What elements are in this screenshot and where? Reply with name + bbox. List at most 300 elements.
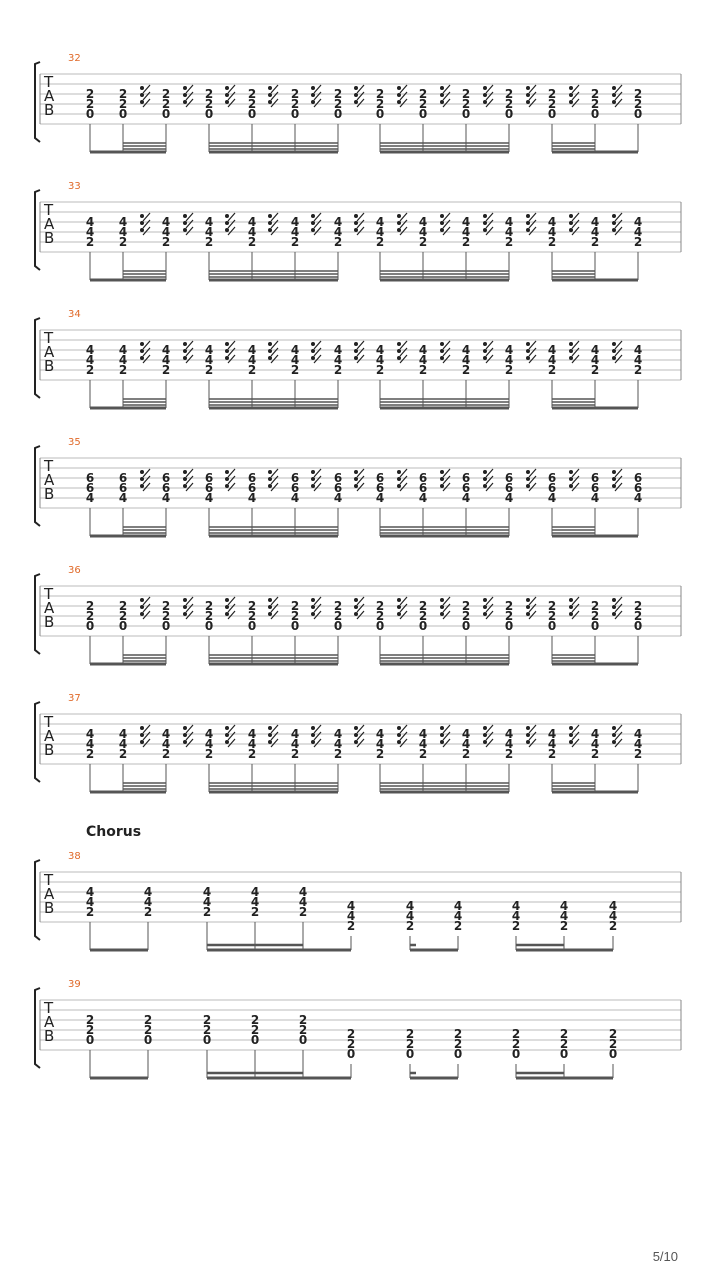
rest-stroke [443,476,450,484]
tab-system [35,53,681,152]
rest-stroke [314,732,321,740]
rest-stroke [271,85,278,93]
fret-number: 2 [511,1037,521,1051]
rest-dot [183,214,187,218]
rest-stroke [143,85,150,93]
rest-stroke [143,725,150,733]
rest-dot [225,612,229,616]
fret-number: 4 [375,225,385,239]
rest-stroke [357,341,364,349]
fret-number: 2 [461,747,471,761]
rest-stroke [529,732,536,740]
tab-clef-letter: T [44,713,54,731]
fret-number: 2 [608,1027,618,1041]
rest-dot [440,356,444,360]
fret-number: 4 [590,343,600,357]
rest-dot [268,100,272,104]
rest-dot [354,86,358,90]
rest-dot [140,342,144,346]
rest-stroke [357,227,364,235]
fret-number: 2 [453,1037,463,1051]
rest-stroke [228,476,235,484]
rest-dot [140,86,144,90]
fret-number: 2 [298,905,308,919]
fret-number: 4 [453,909,463,923]
rest-dot [354,342,358,346]
fret-number: 4 [418,353,428,367]
chord [347,899,355,950]
rest-dot [397,605,401,609]
chord [86,87,94,152]
tab-clef-letter: T [44,999,54,1017]
tab-clef [43,329,55,375]
rest-stroke [572,597,579,605]
rest-dot [354,612,358,616]
rest-stroke [615,739,622,747]
rest-stroke [400,739,407,747]
rest-dot [569,726,573,730]
rest-dot [569,93,573,97]
fret-number: 2 [118,97,128,111]
rest-dot [183,733,187,737]
rest-dot [183,598,187,602]
chord [406,1027,414,1078]
fret-number: 2 [204,363,214,377]
rest-stroke [486,739,493,747]
rest-dot [311,356,315,360]
tab-clef-letter: A [44,727,55,745]
fret-number: 2 [559,919,569,933]
rest-dot [526,733,530,737]
rest-stroke [314,99,321,107]
rest-dot [354,221,358,225]
rest-dot [311,726,315,730]
fret-number: 2 [633,609,643,623]
rest-stroke [400,597,407,605]
fret-number: 4 [547,353,557,367]
rest-stroke [186,99,193,107]
fret-number: 4 [633,491,643,505]
rest-stroke [486,99,493,107]
rest-dot [483,726,487,730]
fret-number: 4 [333,737,343,751]
rest-dot [311,228,315,232]
fret-number: 0 [418,107,428,121]
rest-stroke [186,227,193,235]
fret-number: 4 [590,353,600,367]
rest-dot [612,605,616,609]
rest-dot [183,726,187,730]
rest-stroke [529,604,536,612]
fret-number: 0 [504,619,514,633]
rest-dot [483,740,487,744]
fret-number: 2 [375,87,385,101]
fret-number: 2 [590,599,600,613]
rest-stroke [572,476,579,484]
rest-stroke [228,92,235,100]
rest-dot [569,740,573,744]
fret-number: 4 [511,909,521,923]
rest-stroke [572,483,579,491]
rest-dot [183,93,187,97]
fret-number: 2 [405,1027,415,1041]
fret-number: 4 [250,885,260,899]
rest-dot [354,100,358,104]
rest-stroke [400,213,407,221]
fret-number: 0 [202,1033,212,1047]
fret-number: 2 [250,1013,260,1027]
fret-number: 2 [202,1023,212,1037]
rest-dot [183,470,187,474]
rest-dot [440,342,444,346]
fret-number: 0 [511,1047,521,1061]
rest-dot [354,726,358,730]
fret-number: 4 [85,215,95,229]
rest-dot [268,214,272,218]
fret-number: 2 [298,1013,308,1027]
rest-stroke [529,739,536,747]
rest-dot [268,228,272,232]
rest-stroke [314,739,321,747]
fret-number: 2 [333,97,343,111]
rest-dot [140,605,144,609]
fret-number: 0 [118,619,128,633]
fret-number: 0 [290,107,300,121]
fret-number: 4 [608,899,618,913]
fret-number: 4 [161,343,171,357]
fret-number: 2 [547,97,557,111]
rest-stroke [143,476,150,484]
fret-number: 4 [590,225,600,239]
rest-dot [397,214,401,218]
rest-dot [483,93,487,97]
rest-dot [311,100,315,104]
fret-number: 2 [375,97,385,111]
rest-stroke [615,725,622,733]
fret-number: 4 [118,491,128,505]
system-bracket [35,62,40,142]
tab-clef [43,73,55,119]
fret-number: 2 [461,609,471,623]
fret-number: 2 [85,599,95,613]
rest-dot [225,342,229,346]
rest-dot [268,477,272,481]
tab-clef [43,713,55,759]
fret-number: 4 [204,353,214,367]
rest-stroke [572,355,579,363]
tab-clef-letter: A [44,1013,55,1031]
fret-number: 4 [333,343,343,357]
rest-stroke [314,355,321,363]
rest-stroke [529,469,536,477]
rest-dot [612,349,616,353]
chord [634,471,642,536]
rest-dot [354,605,358,609]
fret-number: 4 [118,215,128,229]
rest-dot [268,612,272,616]
rest-stroke [143,355,150,363]
rest-stroke [615,92,622,100]
rest-stroke [400,99,407,107]
rest-dot [526,221,530,225]
rest-stroke [143,99,150,107]
rest-stroke [443,732,450,740]
fret-number: 0 [547,619,557,633]
chord [203,1013,211,1078]
rest-dot [225,484,229,488]
fret-number: 2 [250,1023,260,1037]
rest-stroke [615,483,622,491]
fret-number: 4 [247,225,257,239]
fret-number: 0 [333,107,343,121]
rest-stroke [314,85,321,93]
fret-number: 2 [118,235,128,249]
fret-number: 4 [202,895,212,909]
rest-dot [440,214,444,218]
chord [86,599,94,664]
rest-dot [140,100,144,104]
fret-number: 4 [504,343,514,357]
fret-number: 6 [375,481,385,495]
rest-stroke [314,348,321,356]
fret-number: 4 [290,737,300,751]
rest-stroke [228,739,235,747]
rest-stroke [357,469,364,477]
rest-stroke [615,476,622,484]
rest-stroke [143,227,150,235]
fret-number: 2 [453,1027,463,1041]
tab-clef-letter: A [44,87,55,105]
fret-number: 2 [85,1013,95,1027]
fret-number: 6 [633,471,643,485]
rest-stroke [357,85,364,93]
tab-clef-letter: B [44,101,55,119]
measure-number: 35 [68,437,81,448]
fret-number: 4 [504,225,514,239]
rest-dot [440,86,444,90]
tab-clef [43,201,55,247]
fret-number: 4 [290,343,300,357]
fret-number: 6 [204,471,214,485]
rest-dot [225,726,229,730]
fret-number: 4 [247,491,257,505]
system-bracket [35,702,40,782]
rest-stroke [486,476,493,484]
rest-dot [397,86,401,90]
rest-stroke [271,92,278,100]
fret-number: 2 [118,609,128,623]
fret-number: 2 [247,609,257,623]
rest-stroke [615,348,622,356]
chord [251,1013,259,1078]
rest-stroke [357,92,364,100]
fret-number: 2 [590,363,600,377]
rest-stroke [314,597,321,605]
rest-stroke [228,355,235,363]
rest-dot [569,228,573,232]
rest-stroke [314,604,321,612]
tab-system [35,309,681,408]
rest-dot [612,221,616,225]
fret-number: 4 [547,215,557,229]
measure-number: 33 [68,181,81,192]
rest-stroke [357,483,364,491]
rest-dot [440,733,444,737]
fret-number: 6 [547,471,557,485]
fret-number: 4 [85,225,95,239]
fret-number: 2 [453,919,463,933]
rest-dot [140,726,144,730]
rest-dot [397,100,401,104]
tab-system [35,979,681,1078]
rest-stroke [443,341,450,349]
fret-number: 4 [290,353,300,367]
fret-number: 2 [290,363,300,377]
rest-dot [397,612,401,616]
fret-number: 4 [547,727,557,741]
fret-number: 0 [633,107,643,121]
fret-number: 2 [290,97,300,111]
fret-number: 2 [204,235,214,249]
fret-number: 4 [405,899,415,913]
rest-stroke [572,469,579,477]
rest-stroke [186,92,193,100]
fret-number: 2 [375,363,385,377]
rest-dot [483,86,487,90]
rest-dot [612,733,616,737]
chord [634,599,642,664]
rest-stroke [143,483,150,491]
fret-number: 0 [204,619,214,633]
fret-number: 2 [290,599,300,613]
rest-dot [526,740,530,744]
rest-dot [569,349,573,353]
tab-clef-letter: T [44,457,54,475]
fret-number: 4 [85,353,95,367]
fret-number: 2 [118,747,128,761]
rest-stroke [357,213,364,221]
rest-stroke [486,85,493,93]
rest-stroke [186,483,193,491]
rest-dot [183,477,187,481]
rest-stroke [228,85,235,93]
fret-number: 2 [461,235,471,249]
rest-dot [483,100,487,104]
tab-system [35,693,681,792]
fret-number: 6 [590,481,600,495]
fret-number: 4 [461,225,471,239]
measure-number: 39 [68,979,81,990]
rest-dot [140,612,144,616]
rest-stroke [271,341,278,349]
rest-dot [140,733,144,737]
chord [512,1027,520,1078]
fret-number: 4 [504,737,514,751]
fret-number: 4 [85,737,95,751]
rest-dot [225,356,229,360]
chord [86,215,94,280]
fret-number: 0 [204,107,214,121]
rest-dot [140,356,144,360]
rest-dot [397,477,401,481]
rest-dot [183,342,187,346]
rest-stroke [529,483,536,491]
rest-stroke [529,92,536,100]
fret-number: 6 [461,481,471,495]
fret-number: 2 [633,363,643,377]
rest-stroke [443,611,450,619]
fret-number: 2 [547,87,557,101]
rest-dot [225,733,229,737]
fret-number: 4 [405,909,415,923]
fret-number: 0 [346,1047,356,1061]
fret-number: 2 [547,609,557,623]
rest-dot [225,214,229,218]
fret-number: 4 [143,885,153,899]
rest-dot [526,477,530,481]
rest-stroke [228,99,235,107]
fret-number: 2 [118,599,128,613]
tab-clef-letter: A [44,471,55,489]
rest-stroke [357,355,364,363]
chord [144,885,152,950]
rest-dot [612,228,616,232]
rest-dot [397,598,401,602]
rest-dot [483,612,487,616]
fret-number: 2 [547,599,557,613]
rest-dot [354,356,358,360]
chord [454,1027,462,1078]
chord [560,1027,568,1078]
rest-dot [569,356,573,360]
rest-dot [483,477,487,481]
fret-number: 2 [161,87,171,101]
fret-number: 2 [333,363,343,377]
rest-dot [183,349,187,353]
fret-number: 4 [290,215,300,229]
tab-clef-letter: T [44,73,54,91]
fret-number: 2 [85,363,95,377]
fret-number: 0 [590,107,600,121]
rest-stroke [486,213,493,221]
fret-number: 0 [559,1047,569,1061]
fret-number: 2 [290,235,300,249]
rest-stroke [357,476,364,484]
tab-clef [43,871,55,917]
rest-stroke [186,85,193,93]
tab-clef-letter: B [44,1027,55,1045]
rest-stroke [186,469,193,477]
rest-dot [612,726,616,730]
rest-dot [354,477,358,481]
rest-stroke [529,99,536,107]
fret-number: 4 [204,215,214,229]
rest-stroke [443,92,450,100]
fret-number: 4 [590,737,600,751]
fret-number: 6 [85,471,95,485]
fret-number: 2 [204,599,214,613]
fret-number: 4 [298,885,308,899]
rest-stroke [400,483,407,491]
fret-number: 4 [247,727,257,741]
fret-number: 2 [161,747,171,761]
fret-number: 4 [290,225,300,239]
rest-stroke [186,739,193,747]
rest-stroke [228,227,235,235]
rest-stroke [443,348,450,356]
fret-number: 2 [375,599,385,613]
fret-number: 2 [418,609,428,623]
